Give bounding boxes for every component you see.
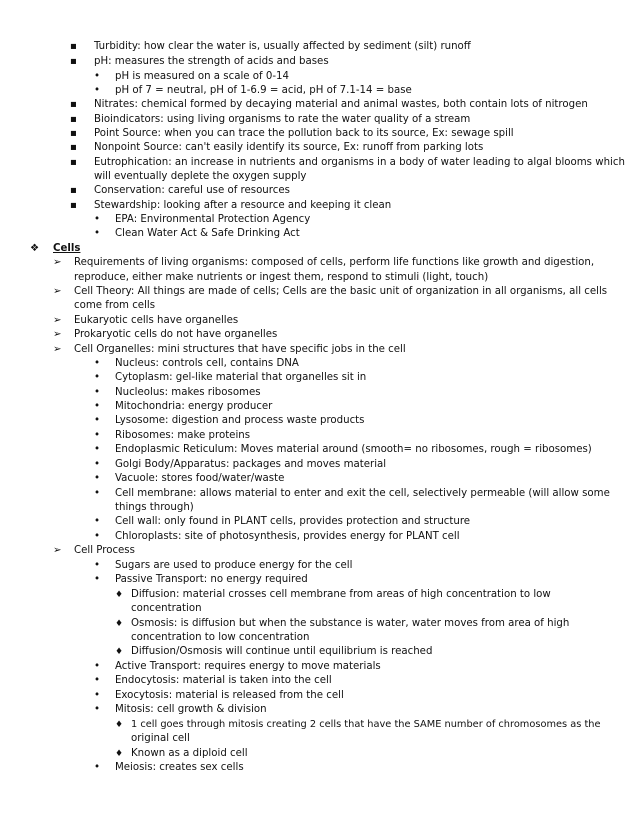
- dot-bullet-icon: •: [94, 560, 101, 571]
- list-item: Nitrates: chemical formed by decaying material and animal wastes, both contain lots of nitrogen: [94, 99, 588, 110]
- list-item-continuation: things through): [115, 502, 194, 513]
- list-item: Nucleus: controls cell, contains DNA: [115, 358, 299, 369]
- dot-bullet-icon: •: [94, 473, 101, 484]
- dot-bullet-icon: •: [94, 488, 101, 499]
- dot-bullet-icon: •: [94, 459, 101, 470]
- diamond-small-icon: ♦: [115, 720, 124, 730]
- list-item: Ribosomes: make proteins: [115, 430, 251, 441]
- diamond-bullet-icon: ❖: [30, 243, 40, 254]
- list-item: Chloroplasts: site of photosynthesis, provides energy for PLANT cell: [115, 531, 460, 542]
- arrow-bullet-icon: ➢: [53, 344, 62, 355]
- dot-bullet-icon: •: [94, 401, 101, 412]
- dot-bullet-icon: •: [94, 214, 101, 225]
- arrow-bullet-icon: ➢: [53, 329, 62, 340]
- list-item: Osmosis: is diffusion but when the substance is water, water moves from area of high: [131, 618, 570, 629]
- square-bullet-icon: ▪: [70, 200, 77, 211]
- arrow-bullet-icon: ➢: [53, 545, 62, 556]
- list-item: Lysosome: digestion and process waste products: [115, 415, 365, 426]
- list-item: 1 cell goes through mitosis creating 2 cells that have the SAME number of chromosomes as the: [131, 719, 601, 730]
- list-item: Prokaryotic cells do not have organelles: [74, 329, 278, 340]
- diamond-small-icon: ♦: [115, 647, 124, 657]
- list-item: pH of 7 = neutral, pH of 1-6.9 = acid, pH of 7.1-14 = base: [115, 85, 412, 96]
- list-item: Passive Transport: no energy required: [115, 574, 308, 585]
- list-item-continuation: concentration to low concentration: [131, 632, 310, 643]
- square-bullet-icon: ▪: [70, 142, 77, 153]
- list-item: Conservation: careful use of resources: [94, 185, 290, 196]
- list-item-continuation: reproduce, either make nutrients or ingest them, respond to stimuli (light, touch): [74, 272, 489, 283]
- dot-bullet-icon: •: [94, 762, 101, 773]
- list-item: Nucleolus: makes ribosomes: [115, 387, 261, 398]
- arrow-bullet-icon: ➢: [53, 257, 62, 268]
- list-item: Bioindicators: using living organisms to rate the water quality of a stream: [94, 114, 471, 125]
- list-item: Point Source: when you can trace the pollution back to its source, Ex: sewage spill: [94, 128, 514, 139]
- square-bullet-icon: ▪: [70, 128, 77, 139]
- list-item: Exocytosis: material is released from the cell: [115, 690, 344, 701]
- list-item: Cell wall: only found in PLANT cells, provides protection and structure: [115, 516, 471, 527]
- diamond-small-icon: ♦: [115, 749, 124, 759]
- list-item: Clean Water Act & Safe Drinking Act: [115, 228, 300, 239]
- square-bullet-icon: ▪: [70, 41, 77, 52]
- list-item: Golgi Body/Apparatus: packages and moves material: [115, 459, 387, 470]
- square-bullet-icon: ▪: [70, 99, 77, 110]
- dot-bullet-icon: •: [94, 387, 101, 398]
- list-item: pH: measures the strength of acids and bases: [94, 56, 329, 67]
- dot-bullet-icon: •: [94, 516, 101, 527]
- square-bullet-icon: ▪: [70, 56, 77, 67]
- list-item: Cell membrane: allows material to enter and exit the cell, selectively permeable (will allow some: [115, 488, 610, 499]
- dot-bullet-icon: •: [94, 372, 101, 383]
- dot-bullet-icon: •: [94, 574, 101, 585]
- list-item-continuation: come from cells: [74, 300, 156, 311]
- list-item: Mitochondria: energy producer: [115, 401, 273, 412]
- list-item: Eutrophication: an increase in nutrients and organisms in a body of water leading to algal blooms which: [94, 157, 625, 168]
- list-item: Active Transport: requires energy to move materials: [115, 661, 381, 672]
- list-item: Cell Organelles: mini structures that have specific jobs in the cell: [74, 344, 406, 355]
- diamond-small-icon: ♦: [115, 619, 124, 629]
- dot-bullet-icon: •: [94, 71, 101, 82]
- list-item: Endoplasmic Reticulum: Moves material around (smooth= no ribosomes, rough = ribosomes): [115, 444, 592, 455]
- dot-bullet-icon: •: [94, 531, 101, 542]
- dot-bullet-icon: •: [94, 85, 101, 96]
- list-item: Cell Process: [74, 545, 135, 556]
- list-item: Endocytosis: material is taken into the cell: [115, 675, 332, 686]
- list-item: Diffusion/Osmosis will continue until equilibrium is reached: [131, 646, 433, 657]
- dot-bullet-icon: •: [94, 675, 101, 686]
- list-item: pH is measured on a scale of 0-14: [115, 71, 289, 82]
- list-item: Eukaryotic cells have organelles: [74, 315, 239, 326]
- dot-bullet-icon: •: [94, 690, 101, 701]
- list-item: Known as a diploid cell: [131, 748, 248, 759]
- section-title: Cells: [53, 243, 81, 254]
- list-item: Cytoplasm: gel-like material that organelles sit in: [115, 372, 367, 383]
- dot-bullet-icon: •: [94, 430, 101, 441]
- dot-bullet-icon: •: [94, 444, 101, 455]
- list-item: Meiosis: creates sex cells: [115, 762, 244, 773]
- square-bullet-icon: ▪: [70, 114, 77, 125]
- list-item: Requirements of living organisms: composed of cells, perform life functions like growth and digestion,: [74, 257, 595, 268]
- list-item-continuation: will eventually deplete the oxygen supply: [94, 171, 307, 182]
- list-item-continuation: concentration: [131, 603, 202, 614]
- square-bullet-icon: ▪: [70, 185, 77, 196]
- dot-bullet-icon: •: [94, 358, 101, 369]
- list-item-continuation: original cell: [131, 733, 190, 744]
- list-item: Mitosis: cell growth & division: [115, 704, 267, 715]
- dot-bullet-icon: •: [94, 228, 101, 239]
- dot-bullet-icon: •: [94, 704, 101, 715]
- arrow-bullet-icon: ➢: [53, 286, 62, 297]
- square-bullet-icon: ▪: [70, 157, 77, 168]
- diamond-small-icon: ♦: [115, 590, 124, 600]
- arrow-bullet-icon: ➢: [53, 315, 62, 326]
- list-item: Stewardship: looking after a resource and keeping it clean: [94, 200, 392, 211]
- dot-bullet-icon: •: [94, 661, 101, 672]
- list-item: Sugars are used to produce energy for the cell: [115, 560, 353, 571]
- list-item: Cell Theory: All things are made of cells; Cells are the basic unit of organization in all organisms, all cells: [74, 286, 608, 297]
- list-item: EPA: Environmental Protection Agency: [115, 214, 311, 225]
- dot-bullet-icon: •: [94, 415, 101, 426]
- list-item: Diffusion: material crosses cell membrane from areas of high concentration to low: [131, 589, 551, 600]
- list-item: Nonpoint Source: can't easily identify its source, Ex: runoff from parking lots: [94, 142, 484, 153]
- list-item: Turbidity: how clear the water is, usually affected by sediment (silt) runoff: [94, 41, 471, 52]
- list-item: Vacuole: stores food/water/waste: [115, 473, 285, 484]
